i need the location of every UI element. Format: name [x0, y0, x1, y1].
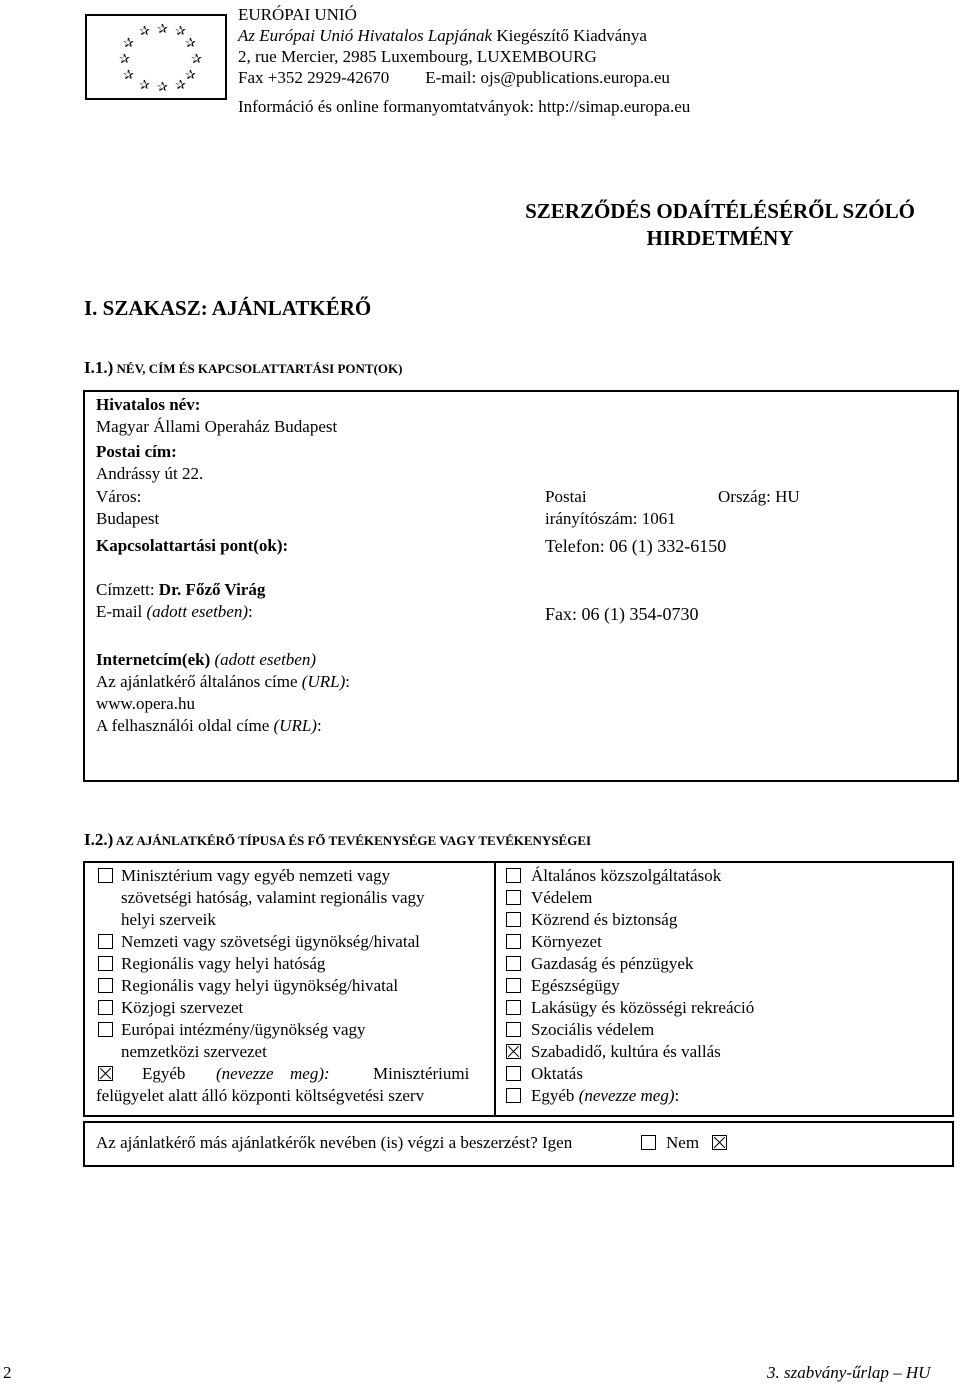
- housing-community-checkbox[interactable]: [506, 1000, 521, 1015]
- eu-flag-stars-icon: ✰: [175, 77, 186, 92]
- page-number: 2: [3, 1363, 12, 1382]
- eu-flag-stars-icon: ✰: [123, 35, 134, 50]
- activity-label: Oktatás: [531, 1064, 583, 1083]
- publisher-address: 2, rue Mercier, 2985 Luxembourg, LUXEMBOURG: [238, 47, 597, 66]
- on-behalf-yes-checkbox[interactable]: [641, 1135, 656, 1150]
- eu-flag-stars-icon: ✰: [157, 21, 168, 36]
- eu-logo: [85, 14, 227, 100]
- left-option-ministry-cont: szövetségi hatóság, valamint regionális vagy: [121, 888, 425, 907]
- eu-flag-stars-icon: ✰: [119, 51, 130, 66]
- social-protection-checkbox[interactable]: [506, 1022, 521, 1037]
- left-option-eu-institution-cont: nemzetközi szervezet: [121, 1042, 267, 1061]
- other-activity-checkbox[interactable]: [506, 1088, 521, 1103]
- eu-flag-stars-icon: ✰: [191, 51, 202, 66]
- postcode-value: irányítószám: 1061: [545, 509, 676, 528]
- internet-line: [96, 649, 316, 671]
- url-colon: :: [316, 716, 322, 735]
- journal-name: Az Európai Unió Hivatalos Lapjának: [238, 26, 493, 45]
- subsection-1-heading: [84, 358, 402, 378]
- title-line2: HIRDETMÉNY: [646, 226, 794, 250]
- public-order-safety-checkbox[interactable]: [506, 912, 521, 927]
- form-name: 3. szabvány-űrlap – HU: [767, 1363, 931, 1382]
- health-checkbox[interactable]: [506, 978, 521, 993]
- left-option-other: Egyéb: [142, 1064, 186, 1083]
- activity-option-education: [531, 1063, 583, 1085]
- section-heading: I. SZAKASZ: AJÁNLATKÉRŐ: [84, 296, 372, 320]
- environment-checkbox[interactable]: [506, 934, 521, 949]
- activity-label: Szociális védelem: [531, 1020, 655, 1039]
- url-colon: :: [345, 672, 350, 691]
- eu-flag-stars-icon: ✰: [123, 67, 134, 82]
- column-divider: [494, 861, 496, 1117]
- email-colon: :: [248, 602, 253, 621]
- left-option-eu-institution: Európai intézmény/ügynökség vagy: [121, 1020, 366, 1039]
- general-address-value: www.opera.hu: [96, 694, 195, 713]
- defence-checkbox[interactable]: [506, 890, 521, 905]
- official-name-label: Hivatalos név:: [96, 395, 201, 414]
- activity-option-defence: [531, 887, 592, 909]
- journal-line: [238, 25, 690, 46]
- general-address-line: [96, 671, 350, 693]
- url-note: (URL): [301, 672, 346, 691]
- activity-other-note: (nevezze meg): [578, 1086, 675, 1105]
- publisher-email: E-mail: ojs@publications.europa.eu: [425, 68, 670, 87]
- publisher-contact: [238, 67, 690, 88]
- other-note-meg: meg):: [290, 1064, 330, 1083]
- attention-line: [96, 579, 265, 601]
- eu-flag-stars-icon: ✰: [157, 79, 168, 94]
- left-option-ministry-cont: helyi szerveik: [121, 910, 216, 929]
- title-line1: SZERZŐDÉS ODAÍTÉLÉSÉRŐL SZÓLÓ: [525, 199, 915, 223]
- education-checkbox[interactable]: [506, 1066, 521, 1081]
- left-option-other-value: Minisztériumi: [373, 1064, 470, 1083]
- email-line: [96, 601, 253, 623]
- left-option-public-law-body: Közjogi szervezet: [121, 998, 244, 1017]
- regional-authority-checkbox[interactable]: [98, 956, 113, 971]
- activity-label: Lakásügy és közösségi rekreáció: [531, 998, 755, 1017]
- activity-label: Közrend és biztonság: [531, 910, 678, 929]
- subsection-title: AZ AJÁNLATKÉRŐ TÍPUSA ÉS FŐ TEVÉKENYSÉGE VAGY TEVÉKENYSÉGEI: [113, 833, 592, 848]
- left-option-other-value-cont: felügyelet alatt álló központi költségvetési szerv: [96, 1086, 425, 1105]
- activity-option-environment: [531, 931, 602, 953]
- subsection-number: I.2.): [84, 830, 114, 849]
- activity-option-housing-community: [531, 997, 754, 1019]
- fax-value: Fax: 06 (1) 354-0730: [545, 604, 699, 624]
- publisher-fax: Fax +352 2929-42670: [238, 68, 390, 87]
- attention-value: Dr. Főző Virág: [158, 580, 266, 599]
- activity-option-social-protection: [531, 1019, 654, 1041]
- activity-label: Környezet: [531, 932, 602, 951]
- general-address-label: Az ajánlatkérő általános címe: [96, 672, 302, 691]
- url-note: (URL): [273, 716, 317, 735]
- phone-value: Telefon: 06 (1) 332-6150: [545, 536, 727, 556]
- activity-other-colon: :: [674, 1086, 680, 1105]
- economic-financial-checkbox[interactable]: [506, 956, 521, 971]
- activity-label: Szabadidő, kultúra és vallás: [531, 1042, 721, 1061]
- activity-option-health: [531, 975, 620, 997]
- eu-flag-stars-icon: ✰: [139, 23, 150, 38]
- postcode-label: Postai: [545, 487, 587, 506]
- left-option-ministry: Minisztérium vagy egyéb nemzeti vagy: [121, 866, 391, 885]
- on-behalf-question: Az ajánlatkérő más ajánlatkérők nevében (is) végzi a beszerzést? Igen: [96, 1133, 573, 1152]
- activity-option-general-public-services: [531, 865, 721, 887]
- activity-label: Egészségügy: [531, 976, 620, 995]
- city-label: Város:: [96, 487, 142, 506]
- eu-institution-checkbox[interactable]: [98, 1022, 113, 1037]
- city-value: Budapest: [96, 509, 160, 528]
- national-agency-checkbox[interactable]: [98, 934, 113, 949]
- general-public-services-checkbox[interactable]: [506, 868, 521, 883]
- left-option-regional-agency: Regionális vagy helyi ügynökség/hivatal: [121, 976, 399, 995]
- buyer-profile-line: [96, 715, 322, 737]
- country-value: Ország: HU: [718, 487, 800, 506]
- buyer-profile-label: A felhasználói oldal címe: [96, 716, 274, 735]
- eu-flag-stars-icon: ✰: [175, 23, 186, 38]
- eu-flag-stars-icon: ✰: [185, 35, 196, 50]
- internet-label: Internetcím(ek): [96, 650, 211, 669]
- postal-address-value: Andrássy út 22.: [96, 464, 204, 483]
- internet-note: (adott esetben): [210, 650, 316, 669]
- email-note: (adott esetben): [142, 602, 249, 621]
- activity-label: Egyéb: [531, 1086, 579, 1105]
- regional-agency-checkbox[interactable]: [98, 978, 113, 993]
- public-law-body-checkbox[interactable]: [98, 1000, 113, 1015]
- eu-flag-stars-icon: ✰: [185, 67, 196, 82]
- ministry-checkbox[interactable]: [98, 868, 113, 883]
- activity-label: Védelem: [531, 888, 593, 907]
- publisher-header: [238, 4, 690, 117]
- activity-label: Gazdaság és pénzügyek: [531, 954, 694, 973]
- activity-option-recreation-culture-religion: [531, 1041, 721, 1063]
- subsection-2-heading: [84, 830, 591, 850]
- on-behalf-no-checkbox[interactable]: [712, 1135, 727, 1150]
- subsection-title: NÉV, CÍM ÉS KAPCSOLATTARTÁSI PONT(OK): [113, 361, 403, 376]
- activity-option-economic-financial: [531, 953, 693, 975]
- recreation-culture-religion-checkbox[interactable]: [506, 1044, 521, 1059]
- journal-suffix: Kiegészítő Kiadványa: [492, 26, 647, 45]
- activity-option-public-order-safety: [531, 909, 677, 931]
- attention-label: Címzett:: [96, 580, 159, 599]
- contact-points-label: Kapcsolattartási pont(ok):: [96, 536, 289, 555]
- info-line: Információ és online formanyomtatványok: http://simap.europa.eu: [238, 97, 691, 116]
- eu-flag-stars-icon: ✰: [139, 77, 150, 92]
- left-option-other-colon: [290, 1063, 330, 1085]
- activity-label: Általános közszolgáltatások: [531, 866, 722, 885]
- left-option-national-agency: Nemzeti vagy szövetségi ügynökség/hivatal: [121, 932, 420, 951]
- document-title: [440, 198, 960, 252]
- subsection-number: I.1.): [84, 358, 114, 377]
- other-authority-checkbox[interactable]: [98, 1066, 113, 1081]
- official-name-value: Magyar Állami Operaház Budapest: [96, 417, 338, 436]
- activity-option-other-activity: [531, 1085, 679, 1107]
- email-label: E-mail: [96, 602, 143, 621]
- left-option-other-note: (nevezze: [216, 1064, 274, 1083]
- left-option-regional-authority: Regionális vagy helyi hatóság: [121, 954, 326, 973]
- on-behalf-no-label: Nem: [666, 1133, 700, 1152]
- org-name: EURÓPAI UNIÓ: [238, 5, 357, 24]
- postal-address-label: Postai cím:: [96, 442, 177, 461]
